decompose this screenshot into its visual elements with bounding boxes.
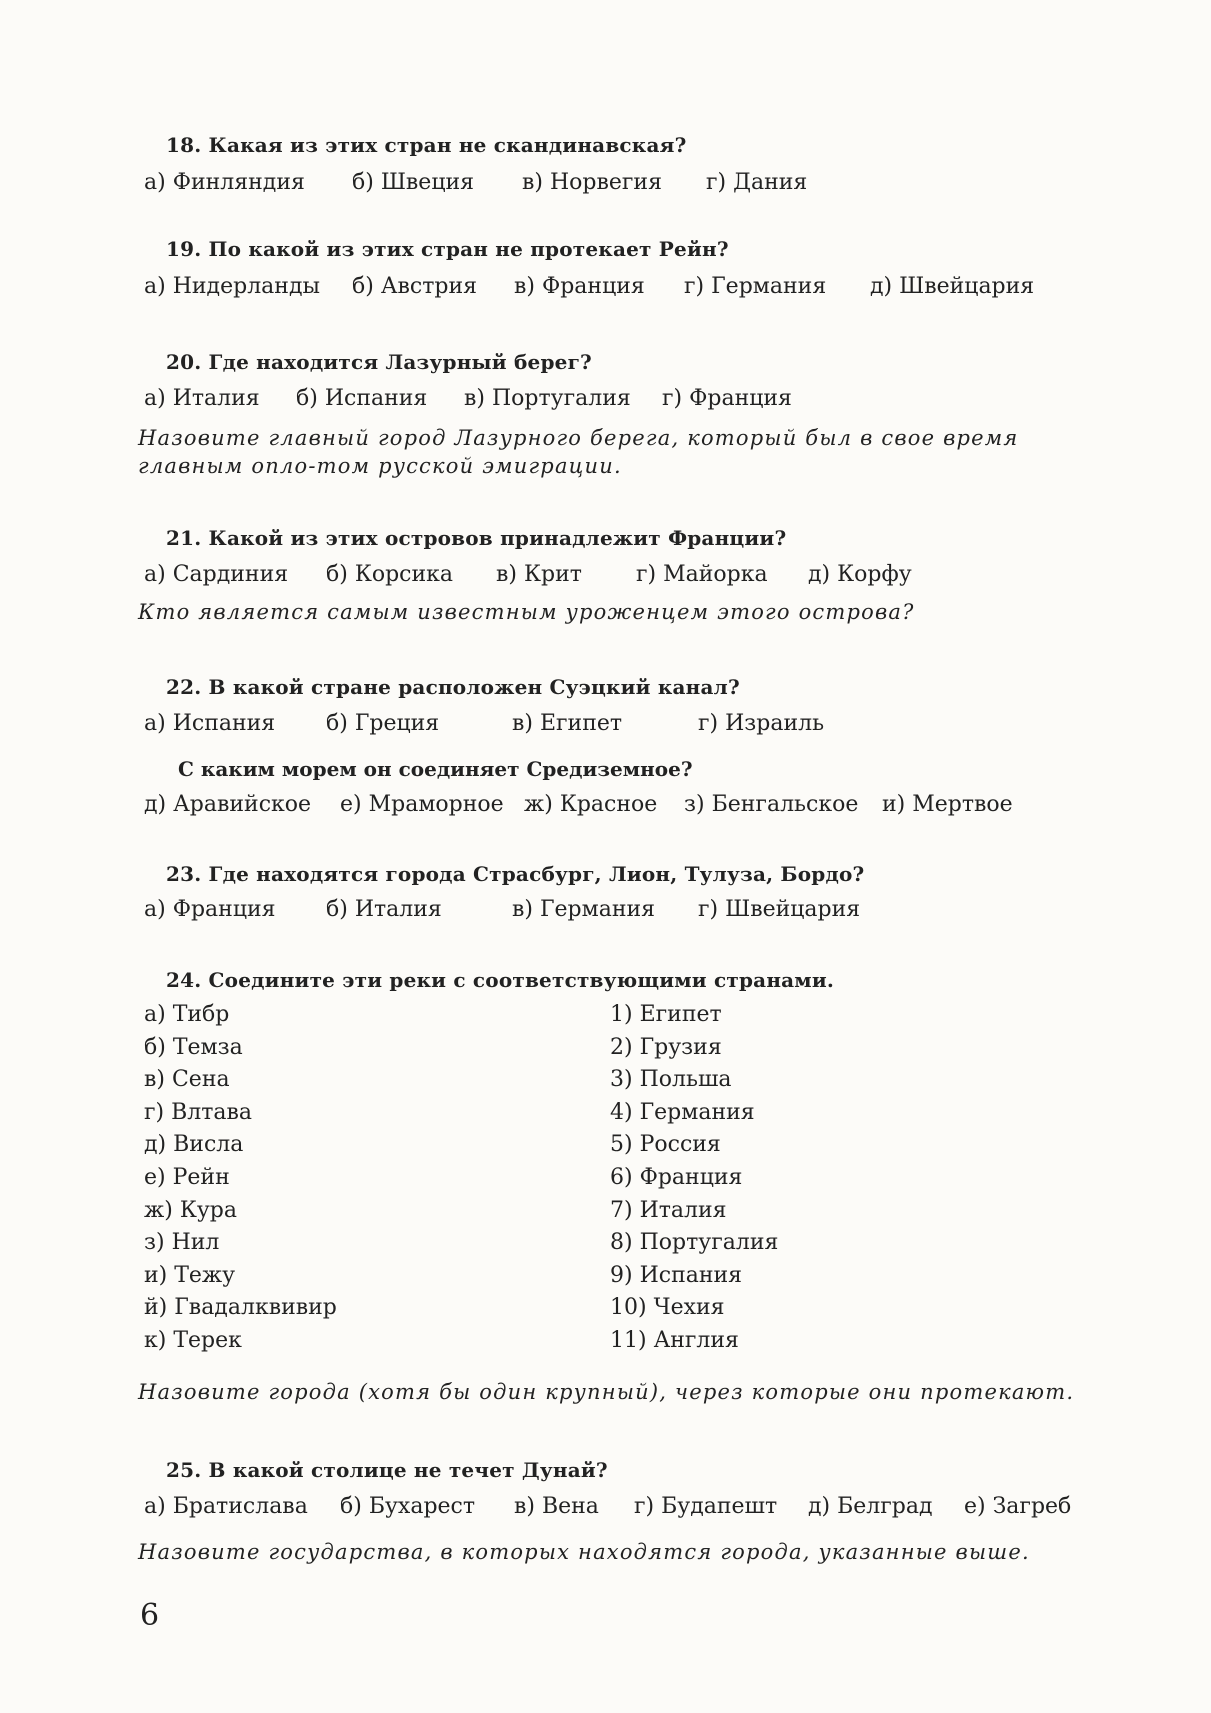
river-item: ж) Кура [144, 1197, 237, 1223]
option: б) Австрия [352, 274, 477, 299]
option: г) Будапешт [634, 1494, 778, 1519]
country-item: 4) Германия [610, 1099, 755, 1125]
option: а) Франция [144, 897, 276, 922]
option: а) Нидерланды [144, 274, 320, 299]
option: б) Греция [326, 711, 440, 736]
question-25-title: 25. В какой столице не течет Дунай? [166, 1458, 608, 1482]
question-21-note: Кто является самым известным уроженцем этого острова? [138, 600, 915, 624]
option: б) Корсика [326, 562, 454, 587]
country-item: 10) Чехия [610, 1295, 725, 1321]
option: а) Братислава [144, 1494, 308, 1519]
option: а) Испания [144, 711, 276, 736]
country-item: 5) Россия [610, 1132, 721, 1158]
option: г) Майорка [636, 562, 768, 587]
question-18-title: 18. Какая из этих стран не скандинавская? [166, 133, 687, 157]
option: е) Загреб [964, 1494, 1072, 1519]
option: б) Италия [326, 897, 442, 922]
option: г) Дания [706, 170, 808, 195]
country-item: 6) Франция [610, 1164, 743, 1190]
river-item: к) Терек [144, 1327, 242, 1353]
country-item: 7) Италия [610, 1197, 727, 1223]
river-list [144, 999, 337, 1358]
river-item: е) Рейн [144, 1164, 230, 1190]
river-item: и) Тежу [144, 1262, 236, 1288]
river-item: б) Темза [144, 1034, 243, 1060]
river-item: й) Гвадалквивир [144, 1295, 337, 1321]
question-23-title: 23. Где находятся города Страсбург, Лион, Тулуза, Бордо? [166, 862, 865, 886]
country-item: 11) Англия [610, 1327, 739, 1353]
option: е) Мраморное [340, 792, 504, 817]
question-20-title: 20. Где находится Лазурный берег? [166, 350, 592, 374]
option: в) Германия [512, 897, 656, 922]
option: д) Корфу [808, 562, 912, 587]
option: д) Аравийское [144, 792, 312, 817]
question-25-note: Назовите государства, в которых находятся города, указанные выше. [138, 1540, 1030, 1564]
question-19-title: 19. По какой из этих стран не протекает Рейн? [166, 237, 729, 261]
option: з) Бенгальское [684, 792, 859, 817]
country-item: 8) Португалия [610, 1230, 779, 1256]
option: б) Испания [296, 386, 428, 411]
country-list [610, 999, 778, 1358]
river-item: д) Висла [144, 1132, 244, 1158]
option: а) Италия [144, 386, 260, 411]
question-24-title: 24. Соедините эти реки с соответствующими странами. [166, 968, 835, 992]
page-number: 6 [140, 1598, 160, 1633]
river-item: з) Нил [144, 1230, 220, 1256]
option: ж) Красное [524, 792, 658, 817]
option: в) Франция [514, 274, 645, 299]
country-item: 3) Польша [610, 1067, 732, 1093]
river-item: г) Влтава [144, 1099, 253, 1125]
option: д) Белград [808, 1494, 933, 1519]
option: и) Мертвое [882, 792, 1013, 817]
option: а) Сардиния [144, 562, 289, 587]
country-item: 9) Испания [610, 1262, 743, 1288]
question-24-note: Назовите города (хотя бы один крупный), через которые они протекают. [138, 1380, 1075, 1404]
question-20-note: Назовите главный город Лазурного берега, который был в свое время главным опло-том русской эмиграции. [138, 426, 1019, 478]
option: г) Германия [684, 274, 827, 299]
option: г) Швейцария [698, 897, 861, 922]
question-22-title: 22. В какой стране расположен Суэцкий канал? [166, 675, 740, 699]
option: б) Швеция [352, 170, 475, 195]
option: в) Португалия [464, 386, 631, 411]
option: в) Египет [512, 711, 623, 736]
question-21-title: 21. Какой из этих островов принадлежит Франции? [166, 526, 787, 550]
option: в) Крит [496, 562, 582, 587]
option: г) Израиль [698, 711, 825, 736]
option: в) Вена [514, 1494, 599, 1519]
option: г) Франция [662, 386, 792, 411]
country-item: 1) Египет [610, 1002, 722, 1027]
question-22-subtitle: С каким морем он соединяет Средиземное? [178, 757, 693, 781]
country-item: 2) Грузия [610, 1034, 722, 1060]
option: а) Финляндия [144, 170, 305, 195]
option: д) Швейцария [870, 274, 1035, 299]
river-item: а) Тибр [144, 1002, 230, 1027]
option: в) Норвегия [522, 170, 662, 195]
river-item: в) Сена [144, 1067, 230, 1093]
option: б) Бухарест [340, 1494, 476, 1519]
